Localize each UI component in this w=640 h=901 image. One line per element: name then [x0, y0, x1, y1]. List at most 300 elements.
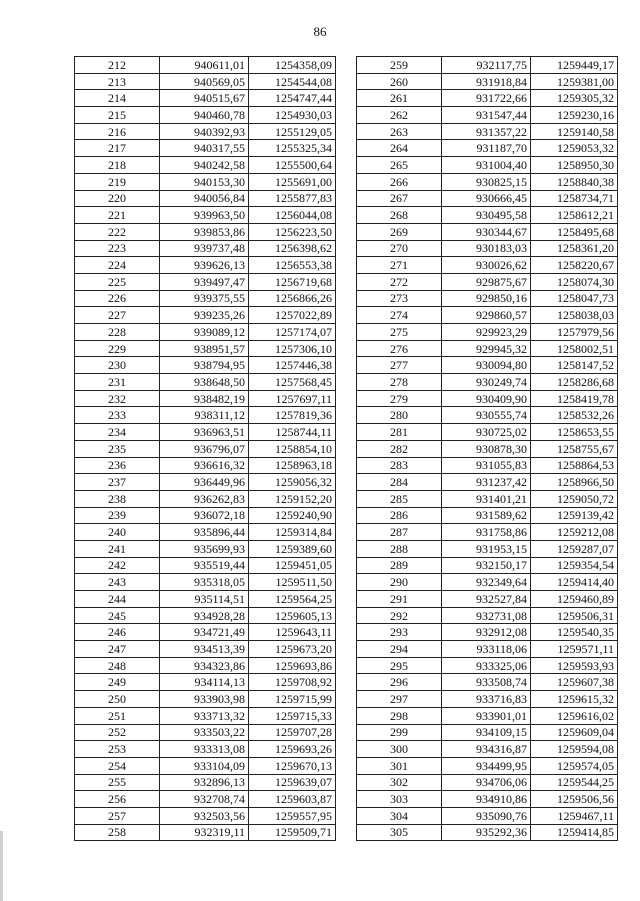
- point-number-cell: 241: [75, 540, 160, 557]
- point-number-cell: 305: [357, 824, 442, 841]
- x-coordinate-cell: 933104,09: [160, 757, 249, 774]
- y-coordinate-cell: 1255877,83: [249, 190, 336, 207]
- y-coordinate-cell: 1258744,11: [249, 424, 336, 441]
- table-row: [75, 57, 336, 74]
- y-coordinate-cell: 1255691,00: [249, 173, 336, 190]
- point-number-cell: 248: [75, 657, 160, 674]
- x-coordinate-cell: 933903,98: [160, 691, 249, 708]
- x-coordinate-cell: 934316,87: [442, 741, 531, 758]
- y-coordinate-cell: 1259053,32: [531, 140, 618, 157]
- y-coordinate-cell: 1258734,71: [531, 190, 618, 207]
- point-number-cell: 238: [75, 490, 160, 507]
- x-coordinate-cell: 940242,58: [160, 157, 249, 174]
- table-row: [357, 157, 618, 174]
- y-coordinate-cell: 1259451,05: [249, 557, 336, 574]
- point-number-cell: 280: [357, 407, 442, 424]
- x-coordinate-cell: 940392,93: [160, 123, 249, 140]
- table-row: [357, 290, 618, 307]
- y-coordinate-cell: 1254747,44: [249, 90, 336, 107]
- x-coordinate-cell: 932150,17: [442, 557, 531, 574]
- x-coordinate-cell: 931918,84: [442, 73, 531, 90]
- table-row: [75, 824, 336, 841]
- x-coordinate-cell: 931758,86: [442, 524, 531, 541]
- point-number-cell: 249: [75, 674, 160, 691]
- table-row: [357, 707, 618, 724]
- table-row: [75, 407, 336, 424]
- table-row: [357, 90, 618, 107]
- point-number-cell: 268: [357, 207, 442, 224]
- table-row: [75, 474, 336, 491]
- table-row: [75, 524, 336, 541]
- point-number-cell: 285: [357, 490, 442, 507]
- point-number-cell: 273: [357, 290, 442, 307]
- x-coordinate-cell: 934910,86: [442, 791, 531, 808]
- y-coordinate-cell: 1259056,32: [249, 474, 336, 491]
- table-row: [75, 574, 336, 591]
- table-row: [357, 607, 618, 624]
- x-coordinate-cell: 930878,30: [442, 440, 531, 457]
- point-number-cell: 264: [357, 140, 442, 157]
- point-number-cell: 303: [357, 791, 442, 808]
- table-row: [357, 457, 618, 474]
- table-row: [75, 774, 336, 791]
- point-number-cell: 223: [75, 240, 160, 257]
- y-coordinate-cell: 1256866,26: [249, 290, 336, 307]
- x-coordinate-cell: 933508,74: [442, 674, 531, 691]
- table-row: [75, 791, 336, 808]
- point-number-cell: 230: [75, 357, 160, 374]
- x-coordinate-cell: 934114,13: [160, 674, 249, 691]
- point-number-cell: 259: [357, 57, 442, 74]
- y-coordinate-cell: 1259574,05: [531, 757, 618, 774]
- y-coordinate-cell: 1259460,89: [531, 591, 618, 608]
- table-row: [357, 490, 618, 507]
- y-coordinate-cell: 1259240,90: [249, 507, 336, 524]
- point-number-cell: 220: [75, 190, 160, 207]
- y-coordinate-cell: 1257819,36: [249, 407, 336, 424]
- y-coordinate-cell: 1259511,50: [249, 574, 336, 591]
- point-number-cell: 262: [357, 107, 442, 124]
- point-number-cell: 260: [357, 73, 442, 90]
- point-number-cell: 269: [357, 223, 442, 240]
- table-row: [75, 607, 336, 624]
- point-number-cell: 296: [357, 674, 442, 691]
- table-row: [357, 207, 618, 224]
- y-coordinate-cell: 1259715,33: [249, 707, 336, 724]
- table-row: [357, 540, 618, 557]
- y-coordinate-cell: 1258612,21: [531, 207, 618, 224]
- y-coordinate-cell: 1259509,71: [249, 824, 336, 841]
- table-row: [75, 273, 336, 290]
- x-coordinate-cell: 939963,50: [160, 207, 249, 224]
- table-row: [75, 591, 336, 608]
- point-number-cell: 251: [75, 707, 160, 724]
- y-coordinate-cell: 1256398,62: [249, 240, 336, 257]
- point-number-cell: 275: [357, 324, 442, 341]
- x-coordinate-cell: 934499,95: [442, 757, 531, 774]
- x-coordinate-cell: 932527,84: [442, 591, 531, 608]
- point-number-cell: 276: [357, 340, 442, 357]
- point-number-cell: 229: [75, 340, 160, 357]
- y-coordinate-cell: 1258532,26: [531, 407, 618, 424]
- table-row: [357, 223, 618, 240]
- table-row: [357, 807, 618, 824]
- table-row: [75, 240, 336, 257]
- table-row: [357, 140, 618, 157]
- table-row: [357, 190, 618, 207]
- point-number-cell: 301: [357, 757, 442, 774]
- table-row: [75, 691, 336, 708]
- x-coordinate-cell: 935090,76: [442, 807, 531, 824]
- point-number-cell: 258: [75, 824, 160, 841]
- table-row: [357, 307, 618, 324]
- point-number-cell: 294: [357, 641, 442, 658]
- x-coordinate-cell: 940153,30: [160, 173, 249, 190]
- point-number-cell: 250: [75, 691, 160, 708]
- y-coordinate-cell: 1259467,11: [531, 807, 618, 824]
- y-coordinate-cell: 1258074,30: [531, 273, 618, 290]
- y-coordinate-cell: 1257022,89: [249, 307, 336, 324]
- y-coordinate-cell: 1258840,38: [531, 173, 618, 190]
- x-coordinate-cell: 940317,55: [160, 140, 249, 157]
- point-number-cell: 291: [357, 591, 442, 608]
- x-coordinate-cell: 935114,51: [160, 591, 249, 608]
- table-row: [75, 757, 336, 774]
- y-coordinate-cell: 1258950,30: [531, 157, 618, 174]
- point-number-cell: 279: [357, 390, 442, 407]
- table-row: [357, 691, 618, 708]
- table-row: [357, 374, 618, 391]
- y-coordinate-cell: 1259615,32: [531, 691, 618, 708]
- x-coordinate-cell: 939089,12: [160, 324, 249, 341]
- x-coordinate-cell: 934928,28: [160, 607, 249, 624]
- point-number-cell: 253: [75, 741, 160, 758]
- table-row: [357, 774, 618, 791]
- x-coordinate-cell: 932117,75: [442, 57, 531, 74]
- x-coordinate-cell: 931055,83: [442, 457, 531, 474]
- table-row: [75, 807, 336, 824]
- scan-edge-mark: [0, 831, 3, 901]
- y-coordinate-cell: 1258147,52: [531, 357, 618, 374]
- y-coordinate-cell: 1256719,68: [249, 273, 336, 290]
- x-coordinate-cell: 936796,07: [160, 440, 249, 457]
- table-row: [75, 223, 336, 240]
- table-row: [75, 207, 336, 224]
- table-row: [357, 724, 618, 741]
- table-row: [357, 257, 618, 274]
- x-coordinate-cell: 929860,57: [442, 307, 531, 324]
- x-coordinate-cell: 936963,51: [160, 424, 249, 441]
- x-coordinate-cell: 935292,36: [442, 824, 531, 841]
- coordinates-table-left: [74, 56, 336, 841]
- point-number-cell: 245: [75, 607, 160, 624]
- table-row: [75, 140, 336, 157]
- point-number-cell: 233: [75, 407, 160, 424]
- y-coordinate-cell: 1258002,51: [531, 340, 618, 357]
- y-coordinate-cell: 1259139,42: [531, 507, 618, 524]
- point-number-cell: 217: [75, 140, 160, 157]
- point-number-cell: 234: [75, 424, 160, 441]
- x-coordinate-cell: 930409,90: [442, 390, 531, 407]
- point-number-cell: 293: [357, 624, 442, 641]
- point-number-cell: 299: [357, 724, 442, 741]
- y-coordinate-cell: 1259715,99: [249, 691, 336, 708]
- x-coordinate-cell: 939737,48: [160, 240, 249, 257]
- point-number-cell: 222: [75, 223, 160, 240]
- table-row: [75, 741, 336, 758]
- x-coordinate-cell: 933503,22: [160, 724, 249, 741]
- y-coordinate-cell: 1257446,38: [249, 357, 336, 374]
- point-number-cell: 213: [75, 73, 160, 90]
- table-row: [75, 324, 336, 341]
- table-row: [357, 824, 618, 841]
- page-number: 86: [313, 24, 327, 39]
- table-row: [357, 791, 618, 808]
- table-row: [357, 107, 618, 124]
- table-row: [357, 757, 618, 774]
- x-coordinate-cell: 940056,84: [160, 190, 249, 207]
- point-number-cell: 255: [75, 774, 160, 791]
- table-row: [75, 340, 336, 357]
- point-number-cell: 252: [75, 724, 160, 741]
- point-number-cell: 256: [75, 791, 160, 808]
- point-number-cell: 272: [357, 273, 442, 290]
- table-row: [357, 474, 618, 491]
- x-coordinate-cell: 931953,15: [442, 540, 531, 557]
- x-coordinate-cell: 934721,49: [160, 624, 249, 641]
- point-number-cell: 218: [75, 157, 160, 174]
- y-coordinate-cell: 1259389,60: [249, 540, 336, 557]
- x-coordinate-cell: 930344,67: [442, 223, 531, 240]
- table-row: [75, 507, 336, 524]
- x-coordinate-cell: 931722,66: [442, 90, 531, 107]
- table-row: [357, 340, 618, 357]
- x-coordinate-cell: 935896,44: [160, 524, 249, 541]
- table-row: [357, 557, 618, 574]
- y-coordinate-cell: 1259693,26: [249, 741, 336, 758]
- table-row: [357, 324, 618, 341]
- y-coordinate-cell: 1259708,92: [249, 674, 336, 691]
- x-coordinate-cell: 930495,58: [442, 207, 531, 224]
- table-row: [75, 624, 336, 641]
- point-number-cell: 284: [357, 474, 442, 491]
- y-coordinate-cell: 1258495,68: [531, 223, 618, 240]
- table-row: [357, 624, 618, 641]
- y-coordinate-cell: 1259540,35: [531, 624, 618, 641]
- x-coordinate-cell: 929875,67: [442, 273, 531, 290]
- y-coordinate-cell: 1259287,07: [531, 540, 618, 557]
- x-coordinate-cell: 939375,55: [160, 290, 249, 307]
- y-coordinate-cell: 1256223,50: [249, 223, 336, 240]
- x-coordinate-cell: 934706,06: [442, 774, 531, 791]
- point-number-cell: 240: [75, 524, 160, 541]
- point-number-cell: 267: [357, 190, 442, 207]
- point-number-cell: 212: [75, 57, 160, 74]
- y-coordinate-cell: 1259593,93: [531, 657, 618, 674]
- table-row: [357, 173, 618, 190]
- y-coordinate-cell: 1255325,34: [249, 140, 336, 157]
- y-coordinate-cell: 1255500,64: [249, 157, 336, 174]
- y-coordinate-cell: 1257979,56: [531, 324, 618, 341]
- y-coordinate-cell: 1258966,50: [531, 474, 618, 491]
- table-row: [75, 357, 336, 374]
- y-coordinate-cell: 1259544,25: [531, 774, 618, 791]
- table-row: [75, 123, 336, 140]
- y-coordinate-cell: 1254930,03: [249, 107, 336, 124]
- x-coordinate-cell: 940611,01: [160, 57, 249, 74]
- table-row: [75, 390, 336, 407]
- y-coordinate-cell: 1255129,05: [249, 123, 336, 140]
- table-row: [75, 90, 336, 107]
- point-number-cell: 298: [357, 707, 442, 724]
- table-row: [75, 657, 336, 674]
- table-row: [357, 273, 618, 290]
- x-coordinate-cell: 932708,74: [160, 791, 249, 808]
- point-number-cell: 219: [75, 173, 160, 190]
- y-coordinate-cell: 1257306,10: [249, 340, 336, 357]
- table-row: [75, 173, 336, 190]
- point-number-cell: 300: [357, 741, 442, 758]
- y-coordinate-cell: 1258361,20: [531, 240, 618, 257]
- x-coordinate-cell: 931589,62: [442, 507, 531, 524]
- x-coordinate-cell: 933313,08: [160, 741, 249, 758]
- table-row: [75, 674, 336, 691]
- x-coordinate-cell: 936449,96: [160, 474, 249, 491]
- y-coordinate-cell: 1259050,72: [531, 490, 618, 507]
- y-coordinate-cell: 1259643,11: [249, 624, 336, 641]
- y-coordinate-cell: 1256044,08: [249, 207, 336, 224]
- point-number-cell: 289: [357, 557, 442, 574]
- y-coordinate-cell: 1259670,13: [249, 757, 336, 774]
- x-coordinate-cell: 931547,44: [442, 107, 531, 124]
- x-coordinate-cell: 933713,32: [160, 707, 249, 724]
- table-row: [75, 557, 336, 574]
- y-coordinate-cell: 1259449,17: [531, 57, 618, 74]
- y-coordinate-cell: 1259603,87: [249, 791, 336, 808]
- x-coordinate-cell: 940460,78: [160, 107, 249, 124]
- point-number-cell: 237: [75, 474, 160, 491]
- table-row: [357, 407, 618, 424]
- point-number-cell: 274: [357, 307, 442, 324]
- point-number-cell: 247: [75, 641, 160, 658]
- x-coordinate-cell: 930825,15: [442, 173, 531, 190]
- point-number-cell: 290: [357, 574, 442, 591]
- x-coordinate-cell: 935699,93: [160, 540, 249, 557]
- point-number-cell: 283: [357, 457, 442, 474]
- x-coordinate-cell: 939626,13: [160, 257, 249, 274]
- x-coordinate-cell: 933716,83: [442, 691, 531, 708]
- y-coordinate-cell: 1259506,31: [531, 607, 618, 624]
- table-row: [75, 707, 336, 724]
- y-coordinate-cell: 1259314,84: [249, 524, 336, 541]
- x-coordinate-cell: 940569,05: [160, 73, 249, 90]
- point-number-cell: 286: [357, 507, 442, 524]
- point-number-cell: 302: [357, 774, 442, 791]
- y-coordinate-cell: 1258653,55: [531, 424, 618, 441]
- y-coordinate-cell: 1258220,67: [531, 257, 618, 274]
- x-coordinate-cell: 931237,42: [442, 474, 531, 491]
- table-row: [75, 107, 336, 124]
- point-number-cell: 216: [75, 123, 160, 140]
- x-coordinate-cell: 931357,22: [442, 123, 531, 140]
- table-row: [75, 724, 336, 741]
- x-coordinate-cell: 933118,06: [442, 641, 531, 658]
- y-coordinate-cell: 1259354,54: [531, 557, 618, 574]
- point-number-cell: 246: [75, 624, 160, 641]
- y-coordinate-cell: 1259594,08: [531, 741, 618, 758]
- point-number-cell: 270: [357, 240, 442, 257]
- y-coordinate-cell: 1259414,85: [531, 824, 618, 841]
- point-number-cell: 232: [75, 390, 160, 407]
- y-coordinate-cell: 1254358,09: [249, 57, 336, 74]
- y-coordinate-cell: 1259616,02: [531, 707, 618, 724]
- point-number-cell: 221: [75, 207, 160, 224]
- x-coordinate-cell: 931401,21: [442, 490, 531, 507]
- y-coordinate-cell: 1254544,08: [249, 73, 336, 90]
- point-number-cell: 236: [75, 457, 160, 474]
- point-number-cell: 266: [357, 173, 442, 190]
- table-row: [357, 674, 618, 691]
- y-coordinate-cell: 1257568,45: [249, 374, 336, 391]
- table-row: [357, 57, 618, 74]
- x-coordinate-cell: 929923,29: [442, 324, 531, 341]
- y-coordinate-cell: 1259571,11: [531, 641, 618, 658]
- x-coordinate-cell: 929850,16: [442, 290, 531, 307]
- x-coordinate-cell: 931187,70: [442, 140, 531, 157]
- table-row: [357, 574, 618, 591]
- point-number-cell: 277: [357, 357, 442, 374]
- x-coordinate-cell: 932503,56: [160, 807, 249, 824]
- x-coordinate-cell: 930026,62: [442, 257, 531, 274]
- x-coordinate-cell: 938951,57: [160, 340, 249, 357]
- point-number-cell: 278: [357, 374, 442, 391]
- point-number-cell: 295: [357, 657, 442, 674]
- table-row: [357, 73, 618, 90]
- y-coordinate-cell: 1257697,11: [249, 390, 336, 407]
- x-coordinate-cell: 936262,83: [160, 490, 249, 507]
- point-number-cell: 226: [75, 290, 160, 307]
- table-row: [357, 123, 618, 140]
- x-coordinate-cell: 938311,12: [160, 407, 249, 424]
- y-coordinate-cell: 1259230,16: [531, 107, 618, 124]
- y-coordinate-cell: 1259707,28: [249, 724, 336, 741]
- y-coordinate-cell: 1259673,20: [249, 641, 336, 658]
- point-number-cell: 224: [75, 257, 160, 274]
- y-coordinate-cell: 1258755,67: [531, 440, 618, 457]
- y-coordinate-cell: 1259605,13: [249, 607, 336, 624]
- table-row: [357, 657, 618, 674]
- x-coordinate-cell: 940515,67: [160, 90, 249, 107]
- x-coordinate-cell: 932349,64: [442, 574, 531, 591]
- y-coordinate-cell: 1259506,56: [531, 791, 618, 808]
- x-coordinate-cell: 936616,32: [160, 457, 249, 474]
- point-number-cell: 304: [357, 807, 442, 824]
- table-row: [75, 440, 336, 457]
- point-number-cell: 261: [357, 90, 442, 107]
- y-coordinate-cell: 1259381,00: [531, 73, 618, 90]
- point-number-cell: 263: [357, 123, 442, 140]
- point-number-cell: 225: [75, 273, 160, 290]
- table-row: [75, 374, 336, 391]
- y-coordinate-cell: 1257174,07: [249, 324, 336, 341]
- table-row: [75, 641, 336, 658]
- table-row: [75, 73, 336, 90]
- table-row: [357, 390, 618, 407]
- table-row: [75, 307, 336, 324]
- x-coordinate-cell: 930725,02: [442, 424, 531, 441]
- table-row: [75, 257, 336, 274]
- coordinates-table-right: [356, 56, 618, 841]
